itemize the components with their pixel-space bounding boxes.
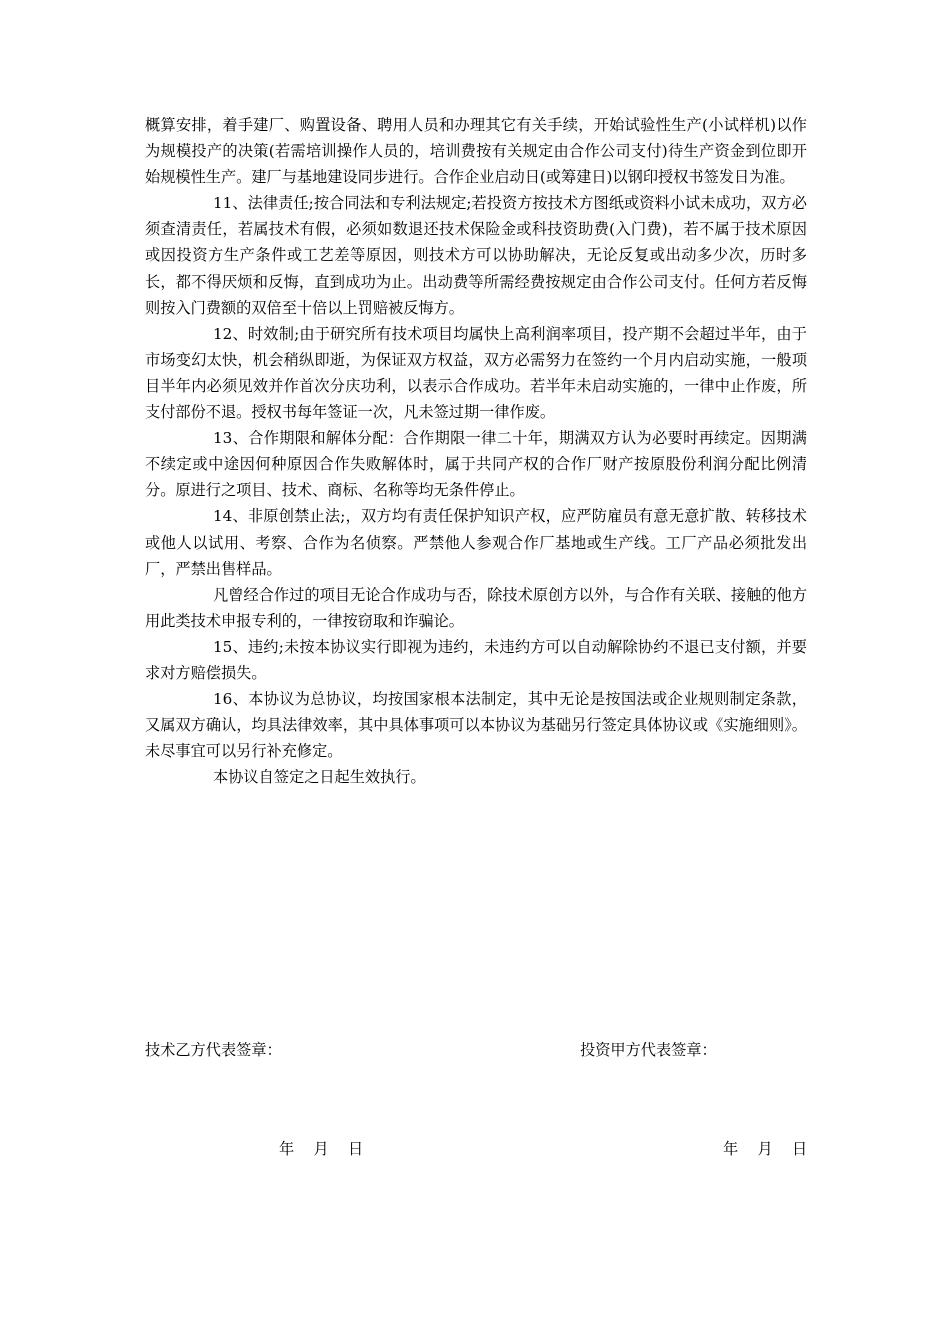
party-b-signature-label: 技术乙方代表签章： — [145, 1041, 282, 1059]
effective-statement: 本协议自签定之日起生效执行。 — [213, 768, 426, 787]
clause-16-general-agreement: 16、本协议为总协议，均按国家根本法制定，其中无论是按国法或企业规则制定条款，又属双方确认，均具法律效率，其中具体事项可以本协议为基础另行签定具体协议或《实施细则》。未尽事宜可以另行补充修定。 — [145, 690, 807, 761]
clause-14-non-original-prohibition: 14、非原创禁止法;，双方均有责任保护知识产权，应严防雇员有意无意扩散、转移技术或他人以试用、考察、合作为名侦察。严禁他人参观合作厂基地或生产线。工厂产品必须批发出厂，严禁出售样品。 — [145, 507, 807, 578]
clause-13-cooperation-term: 13、合作期限和解体分配：合作期限一律二十年，期满双方认为必要时再续定。因期满不续定或中途因何种原因合作失败解体时，属于共同产权的合作厂财产按原股份利润分配比例清分。原进行之项目、技术、商标、名称等均无条件停止。 — [145, 429, 807, 500]
party-b-date: 年 月 日 — [279, 1140, 364, 1158]
clause-15-breach: 15、违约;未按本协议实行即视为违约，未违约方可以自动解除协约不退已支付额，并要求对方赔偿损失。 — [145, 637, 807, 682]
agreement-body — [145, 112, 807, 790]
party-a-signature-label: 投资甲方代表签章： — [580, 1041, 717, 1059]
party-a-date: 年 月 日 — [723, 1140, 808, 1158]
paragraph-continuation: 概算安排，着手建厂、购置设备、聘用人员和办理其它有关手续，开始试验性生产(小试样机)以作为规模投产的决策(若需培训操作人员的，培训费按有关规定由合作公司支付)待生产资金到位即开始规模性生产。建厂与基地建设同步进行。合作企业启动日(或筹建日)以钢印授权书签发日为准。 — [145, 116, 807, 187]
clause-14-supplement: 凡曾经合作过的项目无论合作成功与否，除技术原创方以外，与合作有关联、接触的他方用此类技术申报专利的，一律按窃取和诈骗论。 — [145, 585, 807, 630]
clause-11-legal-liability: 11、法律责任;按合同法和专利法规定;若投资方按技术方图纸或资料小试未成功，双方必须查清责任，若属技术有假，必须如数退还技术保险金或科技资助费(入门费)，若不属于技术原因或因投资方生产条件或工艺差等原因，则技术方可以协助解决，无论反复或出动多少次，历时多长，都不得厌烦和反悔，直到成功为止。出动费等所需经费按规定由合作公司支付。任何方若反悔则按入门费额的双倍至十倍以上罚赔被反悔方。 — [145, 194, 807, 317]
clause-12-time-limit: 12、时效制;由于研究所有技术项目均属快上高利润率项目，投产期不会超过半年，由于市场变幻太快，机会稍纵即逝，为保证双方权益，双方必需努力在签约一个月内启动实施，一般项目半年内必须见效并作首次分庆功利，以表示合作成功。若半年未启动实施的，一律中止作废，所支付部份不退。授权书每年签证一次，凡未签过期一律作废。 — [145, 324, 807, 422]
